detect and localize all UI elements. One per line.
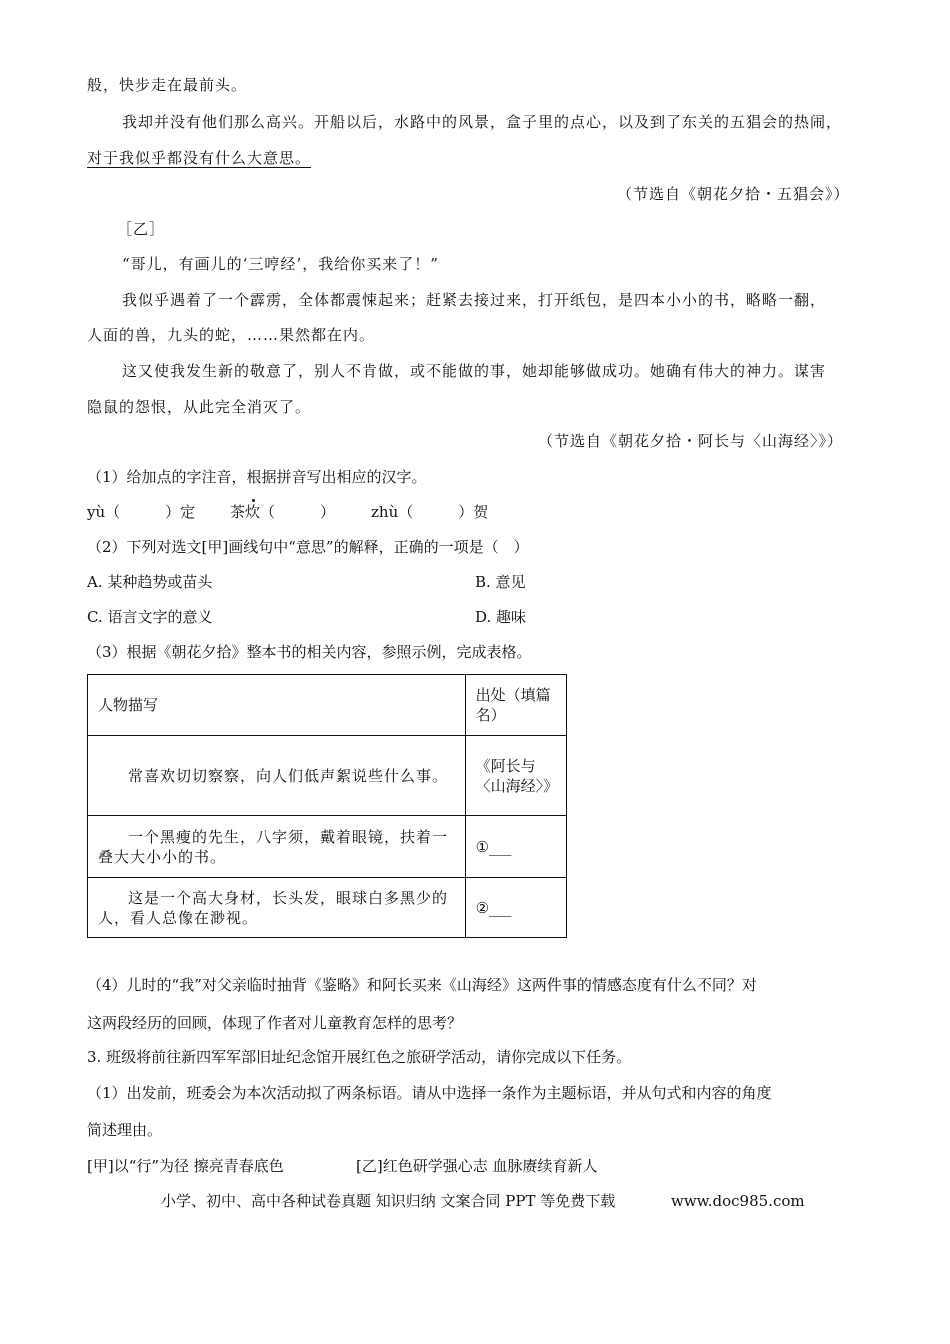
- q1-item3-pinyin: zhù: [371, 503, 399, 521]
- footer-url-link[interactable]: www.doc985.com: [671, 1192, 805, 1210]
- q1-item3-suffix: 贺: [473, 503, 489, 521]
- q2-prompt: （2）下列对选文[甲]画线句中“意思”的解释，正确的一项是（ ）: [87, 538, 529, 556]
- q1-item1-pinyin: yù: [87, 503, 106, 521]
- q3-prompt: （3）根据《朝花夕拾》整本书的相关内容，参照示例，完成表格。: [87, 643, 532, 661]
- footer-text: 小学、初中、高中各种试卷真题 知识归纳 文案合同 PPT 等免费下载: [161, 1192, 616, 1210]
- slogan-jia: [甲]以“行”为径 擦亮青春底色: [87, 1157, 284, 1175]
- q2-option-c[interactable]: C. 语言文字的意义: [87, 608, 213, 626]
- q3-row2-answer-blank[interactable]: ①___: [465, 816, 566, 878]
- q1-item2: [230, 501, 335, 523]
- passage-jia-source: （节选自《朝花夕拾・五猖会》）: [617, 185, 850, 203]
- q4-line1: （4）儿时的“我”对父亲临时抽背《鉴略》和阿长买来《山海经》这两件事的情感态度有什么不同？对: [87, 976, 757, 994]
- passage-yi-p2-line2: 隐鼠的怨恨，从此完全消灭了。: [87, 398, 312, 416]
- q3-row1-description: 常喜欢切切察察，向人们低声絮说些什么事。: [128, 766, 449, 785]
- q3-row3-answer-blank[interactable]: ②___: [465, 878, 566, 938]
- section3-q1-line1: （1）出发前，班委会为本次活动拟了两条标语。请从中选择一条作为主题标语，并从句式和内容的角度: [87, 1084, 772, 1102]
- q3-header-description: 人物描写: [88, 675, 466, 736]
- table-row: [88, 736, 567, 816]
- q1-item2-dotted-char: 炊: [245, 503, 261, 521]
- q1-item1-answer-blank[interactable]: （ ）: [105, 503, 181, 521]
- q3-table-header-row: [88, 675, 567, 736]
- passage-yi-p2-line1: 这又使我发生新的敬意了，别人不肯做，或不能做的事，她却能够做成功。她确有伟大的神力。谋害: [122, 362, 827, 380]
- passage-jia-line0: 般，快步走在最前头。: [87, 76, 248, 94]
- slogan-yi: [乙]红色研学强心志 血脉赓续育新人: [356, 1157, 598, 1175]
- passage-yi-quote: “哥儿，有画儿的‘三哼经’，我给你买来了！”: [122, 255, 439, 273]
- q1-item2-answer-blank[interactable]: （ ）: [260, 503, 336, 521]
- section3-title: 3. 班级将前往新四军军部旧址纪念馆开展红色之旅研学活动，请你完成以下任务。: [87, 1048, 632, 1066]
- q3-row1-source: 《阿长与〈山海经〉》: [465, 736, 566, 816]
- q1-item3-answer-blank[interactable]: （ ）: [398, 503, 474, 521]
- q2-option-d[interactable]: D. 趣味: [475, 608, 527, 626]
- q3-table: [87, 674, 567, 938]
- q1-prompt: （1）给加点的字注音，根据拼音写出相应的汉字。: [87, 468, 427, 486]
- passage-jia-underlined-sentence: 对于我似乎都没有什么大意思。: [87, 149, 312, 167]
- passage-yi-label: ［乙］: [117, 220, 166, 238]
- passage-yi-source: （节选自《朝花夕拾・阿长与〈山海经〉》）: [538, 432, 844, 450]
- table-row: [88, 878, 567, 938]
- q4-line2: 这两段经历的回顾，体现了作者对儿童教育怎样的思考？: [87, 1014, 463, 1032]
- q1-item1: [87, 501, 195, 523]
- section3-q1-line2: 简述理由。: [87, 1121, 163, 1139]
- q2-option-a[interactable]: A. 某种趋势或苗头: [87, 573, 213, 591]
- q1-item3: [371, 501, 488, 523]
- q3-row2-description: 一个黑瘦的先生，八字须，戴着眼镜，扶着一叠大大小小的书。: [98, 827, 449, 866]
- passage-yi-p1-line2: 人面的兽，九头的蛇，……果然都在内。: [87, 326, 376, 344]
- q3-row3-description: 这是一个高大身材，长头发，眼球白多黑少的人，看人总像在渺视。: [98, 888, 449, 927]
- q1-item2-prefix: 茶: [230, 503, 246, 521]
- passage-jia-line1: 我却并没有他们那么高兴。开船以后，水路中的风景，盒子里的点心，以及到了东关的五猖会的热闹，: [122, 113, 843, 131]
- q2-option-b[interactable]: B. 意见: [475, 573, 526, 591]
- q3-header-source: 出处（填篇名）: [465, 675, 566, 736]
- q1-item1-suffix: 定: [180, 503, 196, 521]
- passage-yi-p1-line1: 我似乎遇着了一个霹雳，全体都震悚起来；赶紧去接过来，打开纸包，是四本小小的书，略略一翻，: [122, 291, 827, 309]
- table-row: [88, 816, 567, 878]
